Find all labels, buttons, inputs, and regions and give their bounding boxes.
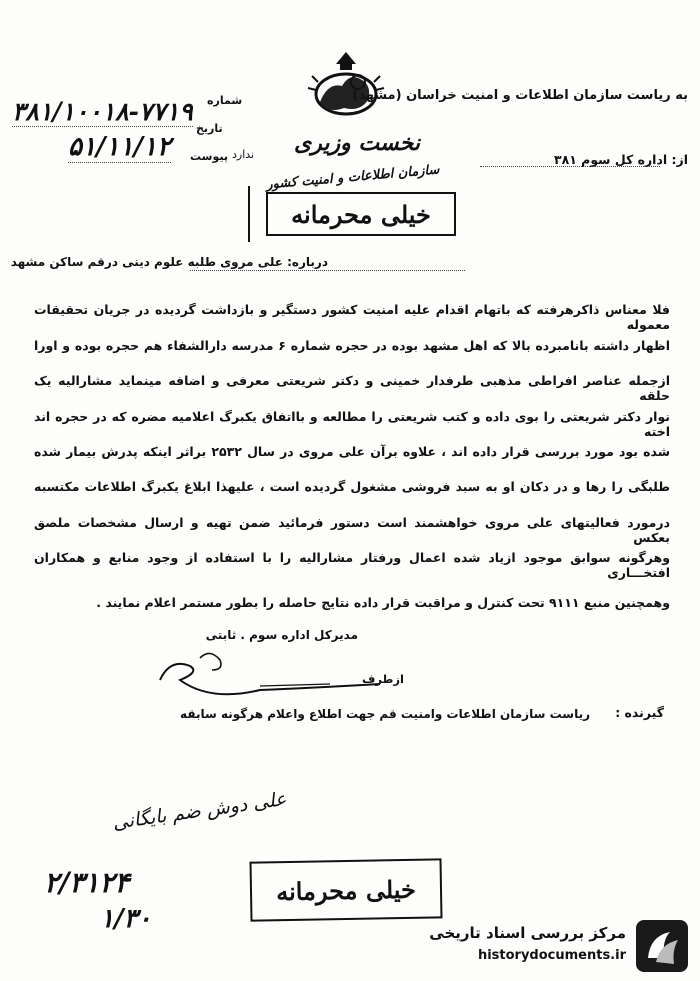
body-line-2: اظهار داشته بانامبرده بالا که اهل مشهد بوده در حجره شماره ۶ مدرسه دارالشفاء هم حجره بوده و اورا	[34, 338, 670, 353]
body-line-8: وهرگونه سوابق موجود ازیاد شده اعمال ورفتار مشارالیه را با استفاده از وجود منابع و همکاران افتخـــاری	[34, 550, 670, 580]
agency-title: سازمان اطلاعات و امنیت کشور	[265, 162, 440, 193]
recipient-line: به ریاست سازمان اطلاعات و امنیت خراسان (مشهد)	[352, 88, 688, 103]
signature-on-behalf: ازطرف	[362, 672, 404, 686]
body-line-6: طلبگی را رها و در دکان او به سبد فروشی مشغول گردیده است ، علیهذا ابلاغ یکبرگ اطلاعات مکتسبه	[34, 479, 670, 494]
document-date: ۵۱/۱۱/۱۲	[68, 132, 171, 162]
document-center-logo-icon	[634, 918, 690, 974]
footer-org-name: مرکز بررسی اسناد تاریخی	[429, 924, 626, 942]
body-line-3: ازجمله عناصر افراطی مذهبی طرفدار خمینی و دکتر شریعتی معرفی و اضافه مینماید مشارالیه یک حلقه	[34, 373, 670, 403]
office-title: نخست وزیری	[294, 130, 420, 156]
attachment-label: پیوست	[190, 150, 228, 163]
body-line-9: وهمچنین منبع ۹۱۱۱ تحت کنترل و مراقبت قرار داده نتایج حاصله را بطور مستمر اعلام نمایند .	[96, 595, 670, 610]
body-line-1: فلا معناس ذاکرهرفته که باتهام اقدام علیه امنیت کشور دستگیر و بازداشت گردیده در جریان تحقیقات معموله	[34, 302, 670, 332]
from-dotted-line	[480, 166, 660, 167]
lion-and-sun-emblem-icon	[306, 42, 386, 128]
handwritten-date: ۱/۳۰	[100, 904, 152, 934]
handwritten-note: علی دوش ضم بایگانی	[111, 787, 288, 835]
attachment-value: ندارد	[232, 148, 255, 161]
stamp-frame-line	[248, 186, 255, 242]
document-number: ۳۸۱/۱۰۰۱۸-۷۷۱۹	[12, 97, 193, 126]
document-center-watermark	[429, 918, 690, 974]
body-line-7: درمورد فعالیتهای علی مروی خواهشمند است دستور فرمائید ضمن تهیه و ارسال مشخصات ملصق بعکس	[34, 515, 670, 545]
date-label: تاریخ	[196, 122, 223, 135]
recipients-text: ریاست سازمان اطلاعات وامنیت قم جهت اطلاع واعلام هرگونه سابقه	[180, 707, 590, 721]
handwritten-number: ۲/۳۱۲۴	[44, 866, 130, 899]
classification-stamp-top: خیلی محرمانه	[266, 192, 456, 236]
body-line-5: شده بود مورد بررسی قرار داده اند ، علاوه برآن علی مروی در سال ۲۵۳۲ براثر اینکه پدرش بیمار شده	[34, 444, 670, 459]
recipients-label: گیرنده :	[615, 705, 664, 720]
signature-title: مدیرکل اداره سوم . ثابتی	[205, 628, 358, 642]
classification-stamp-bottom: خیلی محرمانه	[249, 858, 442, 921]
subject-line: درباره: علی مروی طلبه علوم دینی درقم ساکن مشهد	[10, 255, 328, 269]
from-line: از: اداره کل سوم ۳۸۱	[553, 152, 688, 167]
footer-url: historydocuments.ir	[477, 948, 626, 963]
body-line-4: نوار دکتر شریعتی را بوی داده و کتب شریعتی را مطالعه و بااتفاق یکبرگ اعلامیه مضره که در حجره اند اخته	[34, 409, 670, 439]
number-label: شماره	[207, 94, 243, 107]
subject-dotted-line	[190, 270, 465, 271]
signature-scribble-icon	[140, 640, 390, 706]
